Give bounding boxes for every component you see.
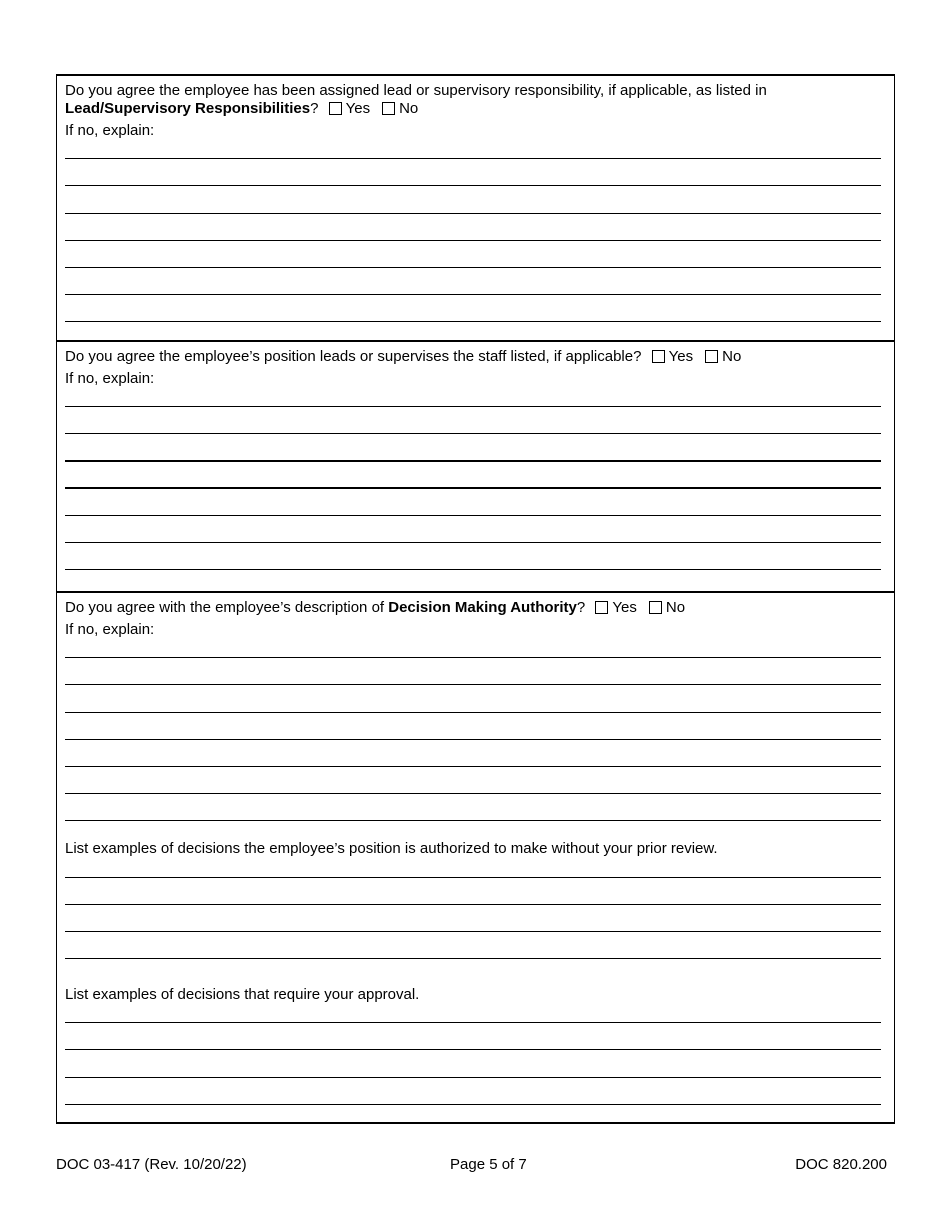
answer-line[interactable] xyxy=(65,543,881,570)
staff-supervision-question: Do you agree the employee’s position leads or supervises the staff listed, if applicable? Yes No xyxy=(65,348,742,365)
staff-explain-lines[interactable] xyxy=(65,380,881,570)
decision-making-authority-term: Decision Making Authority xyxy=(388,599,577,616)
staff-explain-label: If no, explain: xyxy=(65,370,155,387)
answer-line[interactable] xyxy=(65,685,881,712)
answer-line[interactable] xyxy=(65,516,881,543)
answer-line[interactable] xyxy=(65,658,881,685)
answer-line[interactable] xyxy=(65,713,881,740)
staff-no-label: No xyxy=(722,348,742,365)
answer-line[interactable] xyxy=(65,159,881,186)
answer-line[interactable] xyxy=(65,295,881,322)
decision-yes-checkbox[interactable] xyxy=(595,601,608,614)
answer-line[interactable] xyxy=(65,241,881,268)
staff-supervision-section xyxy=(56,340,895,591)
answer-line[interactable] xyxy=(65,767,881,794)
answer-line[interactable] xyxy=(65,434,881,461)
page-footer xyxy=(56,1156,887,1174)
answer-line[interactable] xyxy=(65,380,881,407)
staff-no-checkbox[interactable] xyxy=(705,350,718,363)
answer-line[interactable] xyxy=(65,794,881,821)
lead-responsibilities-term: Lead/Supervisory Responsibilities xyxy=(65,100,311,117)
answer-line[interactable] xyxy=(65,132,881,159)
examples-lines[interactable] xyxy=(65,850,881,959)
decision-authority-section xyxy=(56,591,895,1124)
lead-explain-label: If no, explain: xyxy=(65,122,155,139)
decision-no-checkbox[interactable] xyxy=(649,601,662,614)
examples-prompt: List examples of decisions the employee’s position is authorized to make without your prior review. xyxy=(65,840,718,858)
policy-number: DOC 820.200 xyxy=(795,1156,887,1173)
lead-explain-lines[interactable] xyxy=(65,132,881,322)
form-number: DOC 03-417 (Rev. 10/20/22) xyxy=(56,1156,247,1173)
supervisor-review-form xyxy=(56,74,895,1124)
answer-line[interactable] xyxy=(65,1078,881,1105)
answer-line[interactable] xyxy=(65,214,881,241)
answer-line[interactable] xyxy=(65,905,881,932)
answer-line[interactable] xyxy=(65,1023,881,1050)
answer-line[interactable] xyxy=(65,268,881,295)
lead-responsibility-question: Do you agree the employee has been assigned lead or supervisory responsibility, if applicable, as listed in Lead/Supervisory Responsibilities? Yes No xyxy=(65,82,767,117)
page-number: Page 5 of 7 xyxy=(450,1156,527,1173)
lead-responsibility-section xyxy=(56,74,895,340)
decision-explain-label: If no, explain: xyxy=(65,621,155,638)
answer-line[interactable] xyxy=(65,878,881,905)
approval-prompt: List examples of decisions that require your approval. xyxy=(65,986,420,1004)
answer-line[interactable] xyxy=(65,1050,881,1077)
answer-line[interactable] xyxy=(65,489,881,516)
lead-yes-label: Yes xyxy=(345,100,371,117)
decision-yes-label: Yes xyxy=(612,599,637,616)
staff-yes-checkbox[interactable] xyxy=(652,350,665,363)
staff-yes-label: Yes xyxy=(668,348,694,365)
decision-explain-lines[interactable] xyxy=(65,631,881,821)
decision-authority-question: Do you agree with the employee’s description of Decision Making Authority? Yes No xyxy=(65,599,686,616)
lead-no-checkbox[interactable] xyxy=(382,102,395,115)
answer-line[interactable] xyxy=(65,932,881,959)
answer-line[interactable] xyxy=(65,631,881,658)
lead-yes-checkbox[interactable] xyxy=(329,102,342,115)
answer-line[interactable] xyxy=(65,462,881,489)
answer-line[interactable] xyxy=(65,186,881,213)
answer-line[interactable] xyxy=(65,740,881,767)
approval-lines[interactable] xyxy=(65,996,881,1105)
lead-no-label: No xyxy=(399,100,419,117)
answer-line[interactable] xyxy=(65,407,881,434)
decision-no-label: No xyxy=(665,599,686,616)
